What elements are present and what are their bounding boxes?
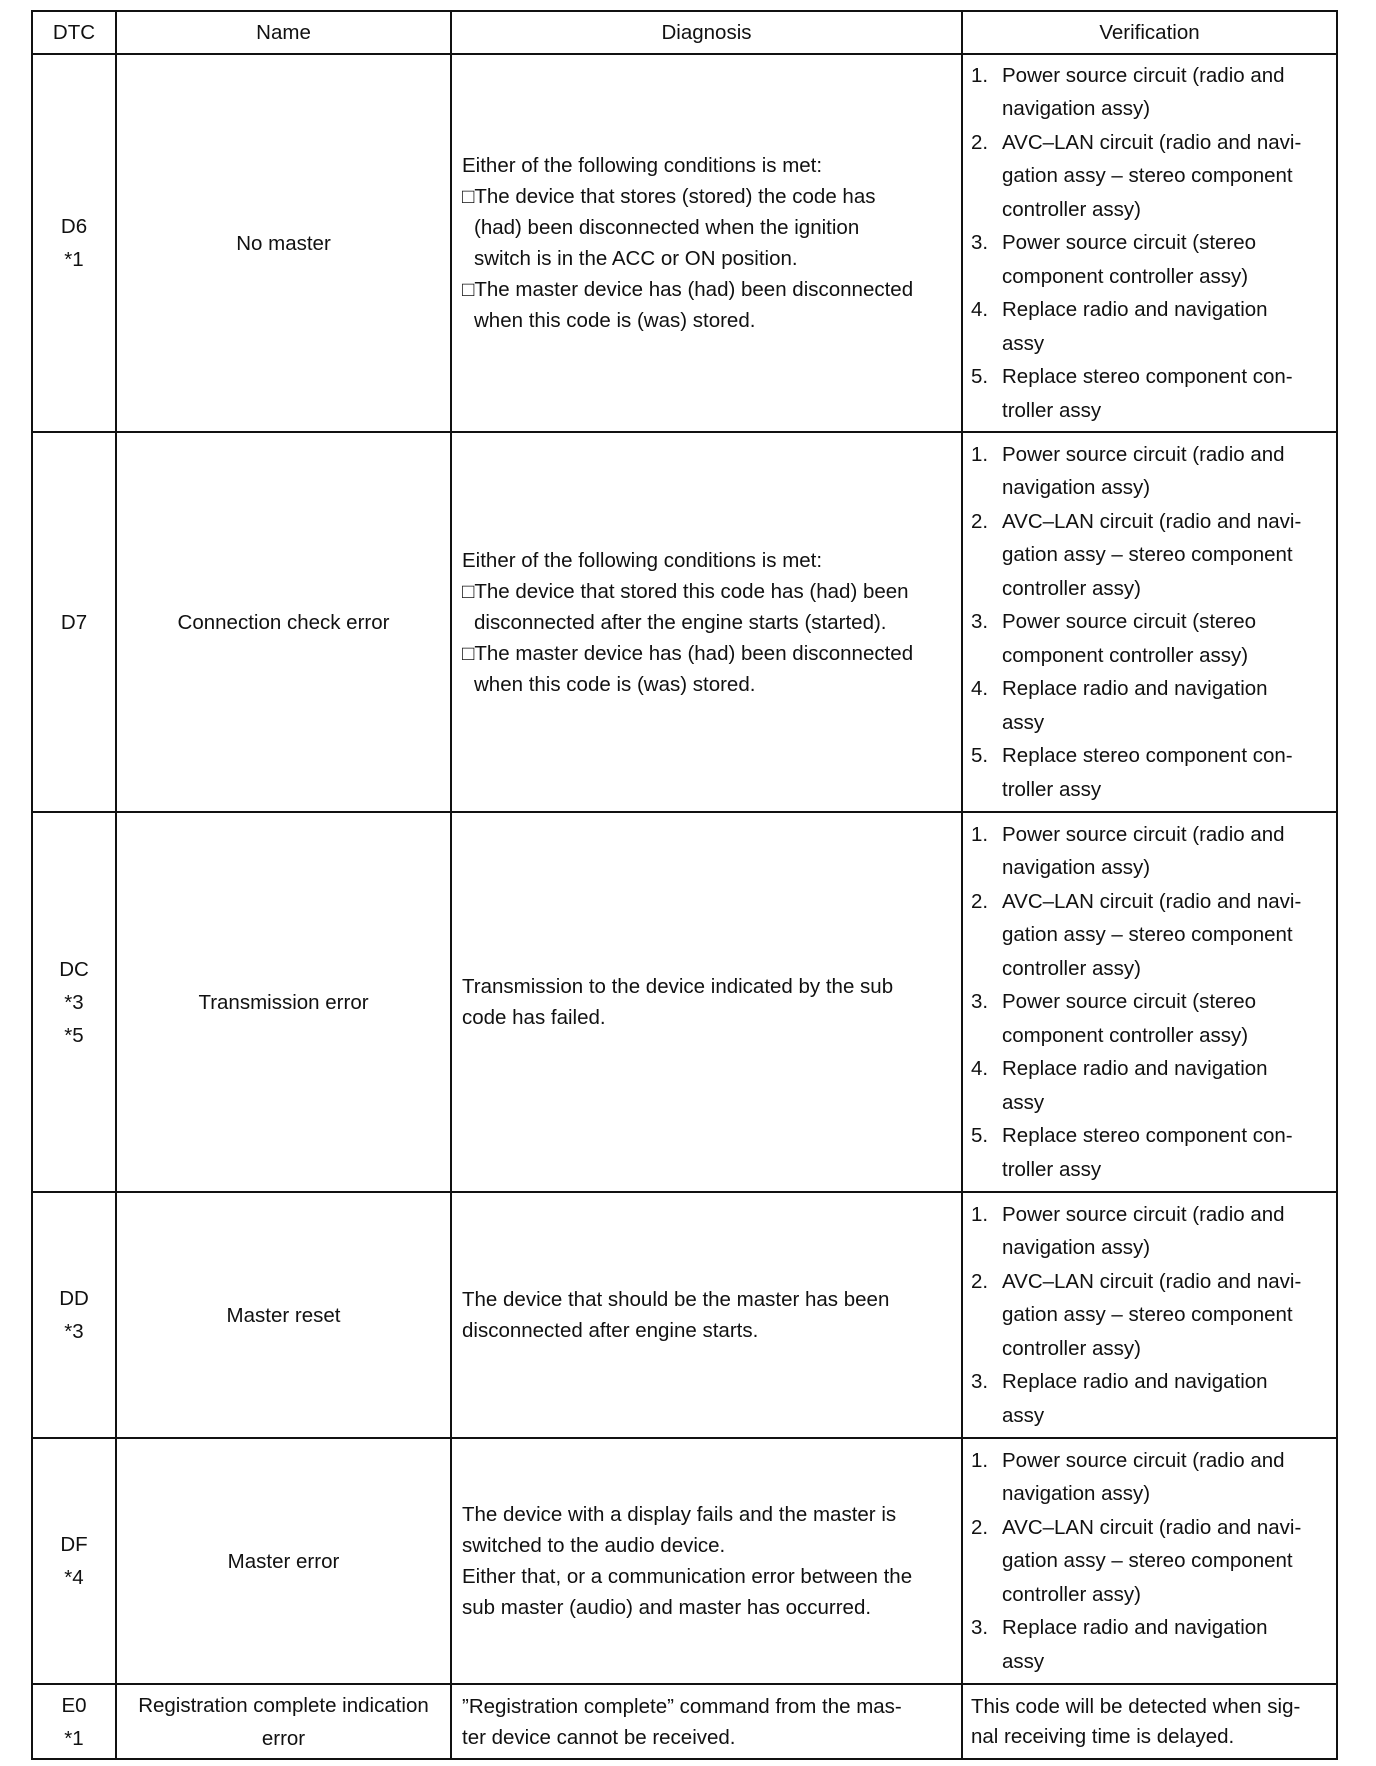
- diagnosis-line: The device that should be the master has been: [462, 1288, 890, 1311]
- verification-item: [971, 1444, 1328, 1511]
- table-row: [32, 812, 1337, 1192]
- item-line: Replace stereo component con-: [1002, 365, 1293, 389]
- item-line: Power source circuit (radio and: [1002, 63, 1285, 87]
- diagnosis-line: Either that, or a communication error between the: [462, 1565, 913, 1588]
- item-text: [1002, 1444, 1285, 1511]
- item-text: [1002, 438, 1285, 505]
- item-number: 4.: [971, 1057, 989, 1081]
- item-text: [1002, 1365, 1268, 1432]
- verification-item: [971, 126, 1328, 227]
- item-number: 4.: [971, 298, 989, 322]
- item-line: navigation assy): [1002, 476, 1151, 500]
- verification-cell: [962, 1192, 1337, 1438]
- item-line: Replace radio and navigation: [1002, 1616, 1268, 1640]
- item-line: Replace radio and navigation: [1002, 1057, 1268, 1081]
- verification-item: [971, 985, 1328, 1052]
- item-text: [1002, 1052, 1268, 1119]
- header-name: Name: [116, 11, 451, 54]
- item-text: [1002, 1511, 1301, 1612]
- diagnosis-line: ter device cannot be received.: [462, 1725, 736, 1749]
- item-line: Replace radio and navigation: [1002, 298, 1268, 322]
- dtc-code: DC: [59, 957, 89, 981]
- item-line: navigation assy): [1002, 856, 1151, 880]
- item-line: gation assy – stereo component: [1002, 1549, 1293, 1573]
- verification-item: [971, 1265, 1328, 1366]
- item-text: [1002, 985, 1256, 1052]
- diagnosis-line: Either of the following conditions is met:: [462, 548, 823, 572]
- item-number: 3.: [971, 610, 989, 634]
- item-line: Power source circuit (radio and: [1002, 442, 1285, 466]
- verification-cell: [962, 1438, 1337, 1684]
- item-text: [1002, 1119, 1293, 1186]
- item-number: 1.: [971, 822, 989, 846]
- item-text: [1002, 1611, 1268, 1678]
- item-number: 3.: [971, 1370, 989, 1394]
- item-line: gation assy – stereo component: [1002, 164, 1293, 188]
- item-number: 2.: [971, 889, 989, 913]
- verification-cell: [962, 54, 1337, 432]
- item-line: assy: [1002, 710, 1045, 734]
- dtc-cell: [32, 812, 116, 1192]
- item-line: controller assy): [1002, 197, 1141, 221]
- item-text: [1002, 505, 1301, 606]
- diagnosis-cell: [451, 1192, 962, 1438]
- verification-item: [971, 360, 1328, 427]
- item-text: [1002, 1265, 1301, 1366]
- item-line: component controller assy): [1002, 1023, 1249, 1047]
- verification-cell: [962, 812, 1337, 1192]
- item-number: 2.: [971, 130, 989, 154]
- header-diagnosis: Diagnosis: [451, 11, 962, 54]
- header-dtc: DTC: [32, 11, 116, 54]
- diagnosis-line: switch is in the ACC or ON position.: [474, 247, 798, 270]
- item-line: gation assy – stereo component: [1002, 923, 1293, 947]
- dtc-code: E0: [61, 1693, 87, 1717]
- item-line: Replace radio and navigation: [1002, 1370, 1268, 1394]
- diagnosis-line: code has failed.: [462, 1006, 606, 1029]
- dtc-name: Connection check error: [177, 610, 390, 634]
- dtc-code: *5: [64, 1023, 84, 1047]
- diagnosis-cell: [451, 812, 962, 1192]
- verification-cell: [962, 432, 1337, 812]
- header-row: [32, 11, 1337, 54]
- item-text: [1002, 818, 1285, 885]
- table-row: [32, 1684, 1337, 1759]
- name-cell: [116, 1438, 451, 1684]
- diagnosis-line: Transmission to the device indicated by the sub: [462, 975, 894, 998]
- item-line: component controller assy): [1002, 264, 1249, 288]
- item-line: controller assy): [1002, 576, 1141, 600]
- dtc-name: No master: [236, 231, 331, 255]
- item-line: troller assy: [1002, 777, 1102, 801]
- item-line: Power source circuit (stereo: [1002, 231, 1257, 255]
- item-line: AVC–LAN circuit (radio and navi-: [1002, 1269, 1302, 1293]
- item-number: 5.: [971, 744, 989, 768]
- dtc-cell: [32, 1192, 116, 1438]
- dtc-code: *3: [64, 990, 84, 1014]
- dtc-code: D7: [60, 610, 88, 634]
- dtc-code: *3: [64, 1320, 84, 1343]
- item-text: [1002, 885, 1301, 986]
- item-number: 1.: [971, 63, 989, 87]
- verification-item: [971, 605, 1328, 672]
- diagnosis-line: when this code is (was) stored.: [474, 309, 756, 332]
- dtc-code: D6: [60, 215, 88, 238]
- item-line: AVC–LAN circuit (radio and navi-: [1002, 509, 1302, 533]
- dtc-name: Registration complete indication: [138, 1693, 429, 1717]
- item-line: Power source circuit (radio and: [1002, 1202, 1285, 1226]
- item-line: navigation assy): [1002, 1236, 1151, 1260]
- item-number: 3.: [971, 231, 989, 255]
- item-text: [1002, 360, 1293, 427]
- verification-item: [971, 672, 1328, 739]
- dtc-cell: [32, 1684, 116, 1759]
- diagnosis-cell: [451, 1684, 962, 1759]
- item-line: controller assy): [1002, 1582, 1141, 1606]
- verification-item: [971, 818, 1328, 885]
- item-line: AVC–LAN circuit (radio and navi-: [1002, 130, 1302, 154]
- diagnosis-line: sub master (audio) and master has occurred.: [462, 1596, 872, 1619]
- item-line: troller assy: [1002, 398, 1102, 422]
- item-number: 1.: [971, 1202, 989, 1226]
- diagnosis-cell: [451, 1438, 962, 1684]
- item-line: AVC–LAN circuit (radio and navi-: [1002, 889, 1302, 913]
- dtc-table: [31, 10, 1338, 1760]
- diagnosis-cell: [451, 54, 962, 432]
- verification-item: [971, 1511, 1328, 1612]
- dtc-name: Transmission error: [198, 990, 369, 1014]
- header-verification: Verification: [962, 11, 1337, 54]
- dtc-cell: [32, 1438, 116, 1684]
- diagnosis-line: disconnected after engine starts.: [462, 1319, 759, 1342]
- table-row: [32, 54, 1337, 432]
- diagnosis-line: when this code is (was) stored.: [474, 672, 756, 696]
- verification-item: [971, 59, 1328, 126]
- item-text: [1002, 126, 1301, 227]
- item-number: 5.: [971, 1124, 989, 1148]
- diagnosis-line: □The master device has (had) been disconnected: [462, 641, 914, 665]
- verification-item: [971, 293, 1328, 360]
- diagnosis-line: □The device that stores (stored) the code has: [462, 185, 876, 208]
- item-number: 1.: [971, 442, 989, 466]
- verification-item: [971, 739, 1328, 806]
- verification-item: [971, 1119, 1328, 1186]
- item-line: Power source circuit (radio and: [1002, 1448, 1285, 1472]
- item-text: [1002, 59, 1285, 126]
- verification-item: [971, 438, 1328, 505]
- dtc-code: DF: [60, 1533, 88, 1556]
- diagnosis-line: ”Registration complete” command from the mas-: [462, 1694, 902, 1718]
- verification-item: [971, 505, 1328, 606]
- verification-item: [971, 1365, 1328, 1432]
- diagnosis-cell: [451, 432, 962, 812]
- item-text: [1002, 739, 1293, 806]
- item-text: [1002, 1198, 1285, 1265]
- name-cell: [116, 812, 451, 1192]
- item-line: assy: [1002, 1090, 1045, 1114]
- item-line: component controller assy): [1002, 643, 1249, 667]
- verification-cell: [962, 1684, 1337, 1759]
- item-number: 1.: [971, 1448, 989, 1472]
- diagnosis-line: The device with a display fails and the master is: [462, 1503, 897, 1526]
- name-cell: [116, 1684, 451, 1759]
- diagnosis-line: □The master device has (had) been disconnected: [462, 278, 914, 301]
- item-line: Power source circuit (stereo: [1002, 610, 1257, 634]
- item-line: Power source circuit (radio and: [1002, 822, 1285, 846]
- item-number: 2.: [971, 1515, 989, 1539]
- name-cell: [116, 54, 451, 432]
- dtc-code: *4: [64, 1566, 84, 1589]
- item-line: troller assy: [1002, 1157, 1102, 1181]
- item-number: 2.: [971, 1269, 989, 1293]
- item-line: gation assy – stereo component: [1002, 543, 1293, 567]
- item-line: assy: [1002, 331, 1045, 355]
- item-text: [1002, 226, 1256, 293]
- verification-item: [971, 1611, 1328, 1678]
- diagnosis-line: disconnected after the engine starts (started).: [474, 610, 887, 634]
- table-row: [32, 432, 1337, 812]
- item-line: controller assy): [1002, 1336, 1141, 1360]
- dtc-name: Master error: [227, 1549, 340, 1573]
- item-line: Replace radio and navigation: [1002, 677, 1268, 701]
- verification-item: [971, 226, 1328, 293]
- verification-item: [971, 1052, 1328, 1119]
- item-line: navigation assy): [1002, 1482, 1151, 1506]
- item-line: assy: [1002, 1403, 1045, 1427]
- item-line: Replace stereo component con-: [1002, 744, 1293, 768]
- item-line: Replace stereo component con-: [1002, 1124, 1293, 1148]
- item-text: [1002, 293, 1268, 360]
- item-number: 2.: [971, 509, 989, 533]
- dtc-code: *1: [64, 1726, 84, 1750]
- item-number: 4.: [971, 677, 989, 701]
- item-number: 3.: [971, 1616, 989, 1640]
- item-number: 5.: [971, 365, 989, 389]
- item-line: navigation assy): [1002, 97, 1151, 121]
- dtc-code: DD: [59, 1287, 89, 1310]
- item-line: gation assy – stereo component: [1002, 1303, 1293, 1327]
- diagnosis-line: switched to the audio device.: [462, 1534, 726, 1557]
- item-text: [1002, 605, 1256, 672]
- dtc-name: error: [261, 1726, 306, 1750]
- name-cell: [116, 1192, 451, 1438]
- dtc-cell: [32, 432, 116, 812]
- verification-item: [971, 885, 1328, 986]
- table-row: [32, 1192, 1337, 1438]
- dtc-cell: [32, 54, 116, 432]
- diagnosis-line: (had) been disconnected when the ignition: [474, 216, 860, 239]
- item-line: controller assy): [1002, 956, 1141, 980]
- diagnosis-line: □The device that stored this code has (had) been: [462, 579, 909, 603]
- dtc-code: *1: [64, 248, 84, 271]
- item-text: [1002, 672, 1268, 739]
- dtc-name: Master reset: [226, 1303, 341, 1327]
- item-line: Power source circuit (stereo: [1002, 990, 1257, 1014]
- diagnosis-line: Either of the following conditions is met:: [462, 154, 823, 177]
- verification-item: [971, 1198, 1328, 1265]
- table-row: [32, 1438, 1337, 1684]
- verification-line: nal receiving time is delayed.: [971, 1724, 1235, 1748]
- name-cell: [116, 432, 451, 812]
- item-line: assy: [1002, 1649, 1045, 1673]
- item-number: 3.: [971, 990, 989, 1014]
- item-line: AVC–LAN circuit (radio and navi-: [1002, 1515, 1302, 1539]
- verification-line: This code will be detected when sig-: [971, 1694, 1301, 1718]
